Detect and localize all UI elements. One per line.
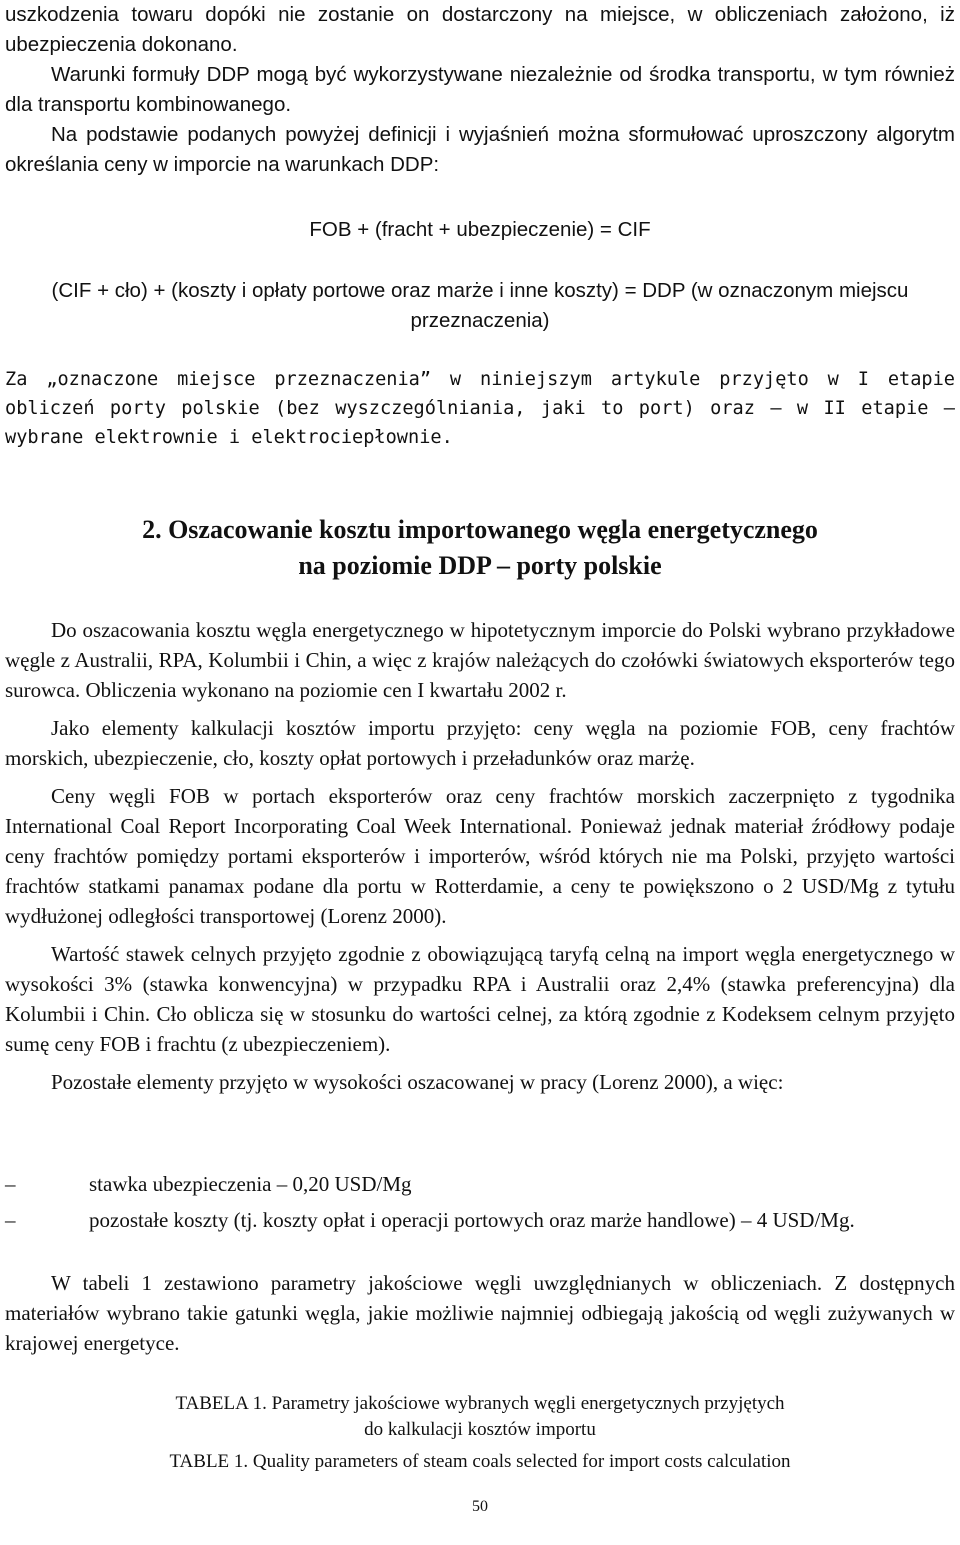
- paragraph-cost-elements: Jako elementy kalkulacji kosztów importu przyjęto: ceny węgla na poziomie FOB, ceny frachtów morskich, ubezpieczenie, cło, koszty opłat portowych i przeładunków oraz marżę.: [5, 716, 955, 770]
- cost-list: [5, 1169, 955, 1235]
- section-heading: [0, 512, 960, 584]
- list-item: [5, 1169, 955, 1199]
- section-title-line-1: 2. Oszacowanie kosztu importowanego węgla energetycznego: [142, 515, 818, 544]
- list-dash: –: [5, 1208, 16, 1232]
- paragraph-algorithm: Na podstawie podanych powyżej definicji i wyjaśnień można sformułować uproszczony algorytm określania ceny w imporcie na warunkach DDP:: [5, 123, 955, 176]
- caption-en: TABLE 1. Quality parameters of steam coals selected for import costs calculation: [169, 1451, 791, 1472]
- paragraph-insurance: uszkodzenia towaru dopóki nie zostanie on dostarczony na miejsce, w obliczeniach założono, iż ubezpieczenia dokonano.: [5, 3, 955, 56]
- paragraph-ddp-terms: Warunki formuły DDP mogą być wykorzystywane niezależnie od środka transportu, w tym również dla transportu kombinowanego.: [5, 63, 955, 116]
- list-item: [5, 1205, 955, 1235]
- formula-ddp: (CIF + cło) + (koszty i opłaty portowe oraz marże i inne koszty) = DDP (w oznaczonym miejscu przeznaczenia): [51, 279, 909, 332]
- body-text: [5, 615, 955, 1097]
- caption-pl-line-1: TABELA 1. Parametry jakościowe wybranych węgli energetycznych przyjętych: [175, 1393, 785, 1414]
- list-item-insurance: stawka ubezpieczenia – 0,20 USD/Mg: [89, 1172, 412, 1196]
- table-caption: [0, 1391, 960, 1475]
- list-dash: –: [5, 1172, 16, 1196]
- paragraph-customs-duty: Wartość stawek celnych przyjęto zgodnie z obowiązującą taryfą celną na import węgla energetycznego w wysokości 3% (stawka konwencyjna) w przypadku RPA i Australii oraz 2,4% (stawka preferencyjna) dla Kolumbii i Chin. Cło oblicza się w stosunku do wartości celnej, za którą zgodnie z Kodeksem celnym przyjęto sumę ceny FOB i frachtu (z ubezpieczeniem).: [5, 942, 955, 1056]
- paragraph-coal-selection: Do oszacowania kosztu węgla energetycznego w hipotetycznym imporcie do Polski wybrano przykładowe węgle z Australii, RPA, Kolumbii i Chin, a więc z krajów należących do czołówki światowych eksporterów tego surowca. Obliczenia wykonano na poziomie cen I kwartału 2002 r.: [5, 618, 955, 702]
- page-number: 50: [472, 1498, 488, 1515]
- caption-pl-line-2: do kalkulacji kosztów importu: [364, 1419, 596, 1440]
- intro-text: [5, 0, 955, 180]
- section-title-line-2: na poziomie DDP – porty polskie: [298, 551, 662, 580]
- paragraph-prices-source: Ceny węgli FOB w portach eksporterów oraz ceny frachtów morskich zaczerpnięto z tygodnika International Coal Report Incorporating Coal Week International. Ponieważ jednak materiał źródłowy podaje ceny frachtów pomiędzy portami eksporterów i importerów, wśród których nie ma Polski, przyjęto wartości frachtów statkami panamax podane dla portu w Rotterdamie, a ceny te powiększono o 2 USD/Mg z tytułu wydłużonej odległości transportowej (Lorenz 2000).: [5, 784, 955, 928]
- list-item-other-costs: pozostałe koszty (tj. koszty opłat i operacji portowych oraz marże handlowe) – 4 USD/Mg.: [89, 1208, 855, 1232]
- paragraph-table-intro: W tabeli 1 zestawiono parametry jakościowe węgli uwzględnianych w obliczeniach. Z dostępnych materiałów wybrano takie gatunki węgla, jakie możliwie najmniej odbiegają jakością od węgli zużywanych w krajowej energetyce.: [5, 1271, 955, 1355]
- formula-cif: FOB + (fracht + ubezpieczenie) = CIF: [309, 218, 651, 241]
- paragraph-other-elements: Pozostałe elementy przyjęto w wysokości oszacowanej w pracy (Lorenz 2000), a więc:: [51, 1070, 784, 1094]
- paragraph-destination-note: Za „oznaczone miejsce przeznaczenia” w niniejszym artykule przyjęto w I etapie obliczeń porty polskie (bez wyszczególniania, jaki to port) oraz – w II etapie – wybrane elektrownie i elektrociepłownie.: [5, 369, 955, 448]
